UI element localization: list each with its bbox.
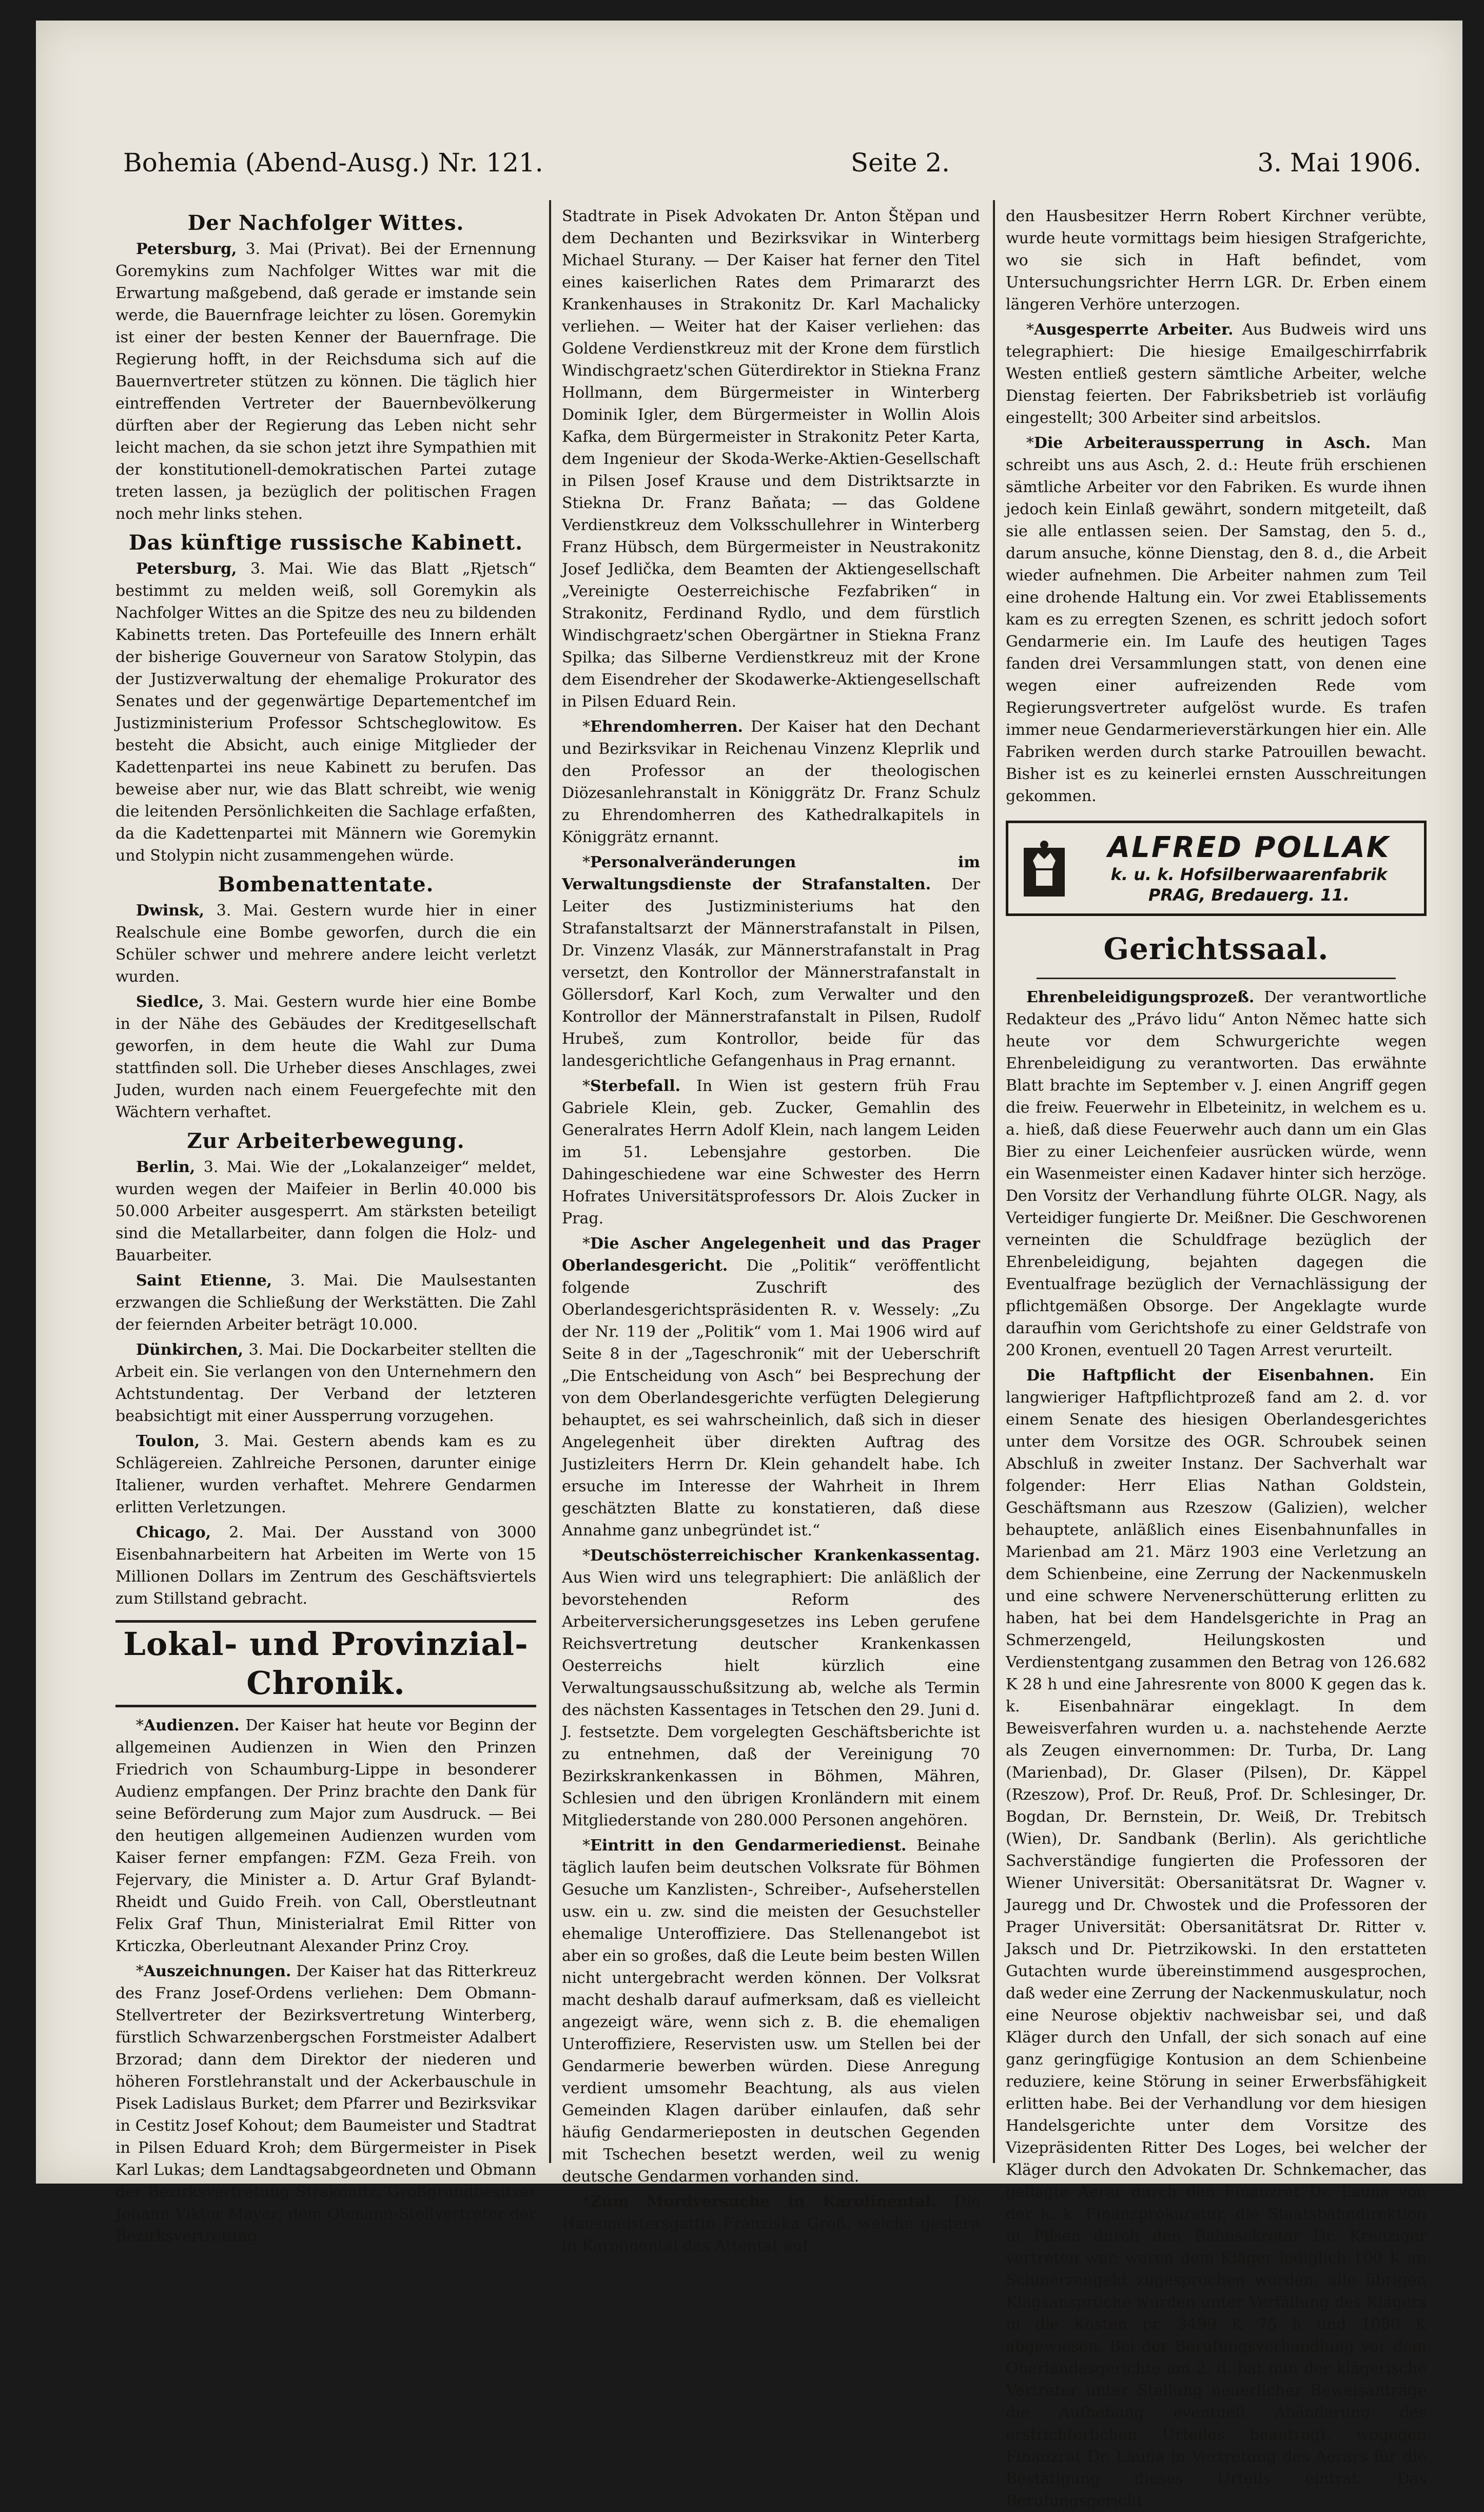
article-paragraph [115, 238, 536, 525]
paragraph-text: 3. Mai. Gestern abends kam es zu Schlägereien. Zahlreiche Personen, darunter einige Italiener, wurden verhaftet. Mehrere Gendarmen erlitten Verletzungen. [115, 1432, 536, 1516]
item-title: Ausgesperrte Arbeiter. [1034, 321, 1234, 339]
paragraph-text: Der Kaiser hat den Dechant und Bezirksvikar in Reichenau Vinzenz Kleprlik und den Professor an der theologischen Diözesanlehranstalt in Königgrätz Dr. Franz Schulz zu Ehrendomherren des Kathedralkapitels in Königgrätz ernannt. [562, 718, 980, 846]
page-number: Seite 2. [850, 148, 950, 178]
newspaper-page [36, 21, 1462, 2510]
paragraph-text: Die „Politik“ veröffentlicht folgende Zuschrift des Oberlandesgerichtspräsidenten R. v. Wessely: „Zu der Nr. 119 der „Politik“ vom 1. Mai 1906 wird auf Seite 8 in der „Tageschronik“ mit der Ueberschrift „Die Entscheidung von Asch“ bei Besprechung der von dem Oberlandesgerichte verfügten Delegierung behauptet, es sei wahrscheinlich, daß sich in dieser Angelegenheit über direkten Auftrag des Justizleiters Herrn Dr. Klein gehandelt habe. Ich ersuche im Interesse der Wahrheit in Ihrem geschätzten Blatte zu konstatieren, daß diese Annahme ganz unbegründet ist.“ [562, 1257, 980, 1540]
item-title: Die Arbeiteraussperrung in Asch. [1034, 434, 1371, 452]
paragraph-text: 3. Mai. Wie der „Lokalanzeiger“ meldet, wurden wegen der Maifeier in Berlin 40.000 bis 50.000 Arbeiter ausgesperrt. Am stärksten beteiligt sind die Metallarbeiter, dann folgen die Holz- und Bauarbeiter. [115, 1158, 536, 1264]
paragraph-text: 3. Mai (Privat). Bei der Ernennung Goremykins zum Nachfolger Wittes war mit die Erwartung maßgebend, daß gerade er imstande sein werde, die Bauernfrage leichter zu lösen. Goremykin ist einer der besten Kenner der Bauernfrage. Die Regierung hofft, in der Reichsduma sich auf die Bauernvertreter stützen zu können. Die täglich hier eintreffenden Vertreter der Bauernbevölkerung dürften aber der Regierung das Leben nicht sehr leicht machen, da sie schon jetzt ihre Sympathien mit der konstitutionell-demokratischen Partei zutage treten lassen, ja bezüglich der politischen Fragen noch mehr links stehen. [115, 240, 536, 523]
item-title: Die Haftpflicht der Eisenbahnen. [1026, 1367, 1375, 1385]
ad-company-name: ALFRED POLLAK [1107, 831, 1391, 864]
paragraph-text: Beinahe täglich laufen beim deutschen Volksrate für Böhmen Gesuche um Kanzlisten-, Schreiber-, Aufseherstellen usw. ein u. zw. sind die meisten der Gesuchsteller ehemalige Unteroffiziere. Das Stellenangebot ist aber ein so großes, daß die Leute beim besten Willen nicht untergebracht werden können. Der Volksrat macht deshalb darauf aufmerksam, daß es vielleicht angezeigt wäre, wenn sich z. B. die ehemaligen Unteroffiziere, Reservisten usw. um Stellen bei der Gendarmerie bewerben würden. Diese Anregung verdient umsomehr Beachtung, als aus vielen Gemeinden Klagen darüber einlaufen, daß sehr häufig Gendarmerieposten in deutschen Gegenden mit Tschechen besetzt werden, weil zu wenig deutsche Gendarmen vorhanden sind. [562, 1837, 980, 2186]
paragraph-text: 3. Mai. Gestern wurde hier in einer Realschule eine Bombe geworfen, durch die ein Schüler schwer und mehrere andere leicht verletzt wurden. [115, 902, 536, 986]
column-rule-1 [549, 200, 551, 2163]
paragraph-text: In Wien ist gestern früh Frau Gabriele Klein, geb. Zucker, Gemahlin des Generalrates Herrn Adolf Klein, nach langem Leiden im 51. Lebensjahre gestorben. Die Dahingeschiedene war eine Schwester des Herrn Hofrates Universitätsprofessors Dr. Alois Zucker in Prag. [562, 1077, 980, 1228]
paragraph-text: Der Kaiser hat heute vor Beginn der allgemeinen Audienzen in Wien den Prinzen Friedrich von Schaumburg-Lippe in besonderer Audienz empfangen. Der Prinz brachte den Dank für seine Beförderung zum Major zum Ausdruck. — Bei den heutigen allgemeinen Audienzen wurden vom Kaiser ferner empfangen: FZM. Geza Freih. von Fejervary, die Minister a. D. Artur Graf Bylandt-Rheidt und Guido Freih. von Call, Oberstleutnant Felix Graf Thun, Ministerialrat Emil Ritter von Krticzka, Oberleutnant Alexander Prinz Croy. [115, 1717, 536, 1955]
article-paragraph: *Ausgesperrte Arbeiter. Aus Budweis wird uns telegraphiert: Die hiesige Emailgeschirrfabrik Westen entließ gestern sämtliche Arbeiter, welche Dienstag feierten. Der Fabriksbetrieb ist vorläufig eingestellt; 300 Arbeiter sind arbeitslos. [1006, 321, 1427, 427]
dateline: Berlin, [136, 1158, 196, 1176]
paragraph-text: Der verantwortliche Redakteur des „Právo lidu“ Anton Němec hatte sich heute vor dem Schwurgerichte wegen Ehrenbeleidigung zu verantworten. Das erwähnte Blatt brachte im September v. J. einen Angriff gegen die freiw. Feuerwehr in Elbeteinitz, in welchem es u. a. hieß, daß diese Feuerwehr auch dann um ein Glas Bier zu einer Leichenfeier ausrücken würde, wenn ein Wasenmeister einen Kadaver hinter sich herzöge. Den Vorsitz der Verhandlung führte OLGR. Nagy, als Verteidiger fungierte Dr. Meißner. Die Geschworenen verneinten die Schuldfrage bezüglich der Ehrenbeleidigung, bejahten dagegen die Eventualfrage bezüglich der Vernachlässigung der pflichtgemäßen Obsorge. Der Angeklagte wurde daraufhin vom Gerichtshofe zu einer Geldstrafe von 200 Kronen, eventuell 20 Tagen Arrest verurteilt. [1006, 988, 1427, 1359]
dateline: Dünkirchen, [136, 1341, 244, 1359]
dateline: Chicago, [136, 1524, 211, 1542]
headline-russisches-kabinett: Das künftige russische Kabinett. [128, 531, 523, 555]
item-title: Zum Mordversuche in Karolinental. [590, 2193, 936, 2211]
item-title: Eintritt in den Gendarmeriedienst. [590, 1837, 907, 1855]
paragraph-text: 3. Mai. Die Maulsestanten erzwangen die Schließung der Werkstätten. Die Zahl der feiernden Arbeiter beträgt 10.000. [115, 1272, 536, 1334]
article-paragraph [115, 991, 536, 1123]
masthead-issue: Bohemia (Abend-Ausg.) Nr. 121. [123, 148, 543, 178]
article-paragraph: *Zum Mordversuche in Karolinental. Die Hausmeistersgattin Franziska Groß, welche gestern in Karolinental das Attentat auf [562, 2193, 980, 2255]
paragraph-text: 3. Mai. Wie das Blatt „Rjetsch“ bestimmt zu melden weiß, soll Goremykin als Nachfolger Wittes an die Spitze des neu zu bildenden Kabinetts treten. Das Portefeuille des Innern erhält der bisherige Gouverneur von Saratow Stolypin, das der Justizverwaltung der ehemalige Prokurator des Senates und der gegenwärtige Departementchef im Justizministerium Professor Schtscheglowitow. Es besteht die Absicht, auch einige Mitglieder der Kadettenpartei ins neue Kabinett zu berufen. Das beweise aber nur, wie das Blatt schreibt, wie wenig die leitenden Persönlichkeiten die Sachlage erfaßten, da die Kadettenpartei mit Männern wie Goremykin und Stolypin nicht zusammengehen würde. [115, 560, 536, 865]
item-title: Die Ascher Angelegenheit und das Prager Oberlandesgericht. [562, 1235, 980, 1275]
advertisement-text [1084, 831, 1414, 905]
item-title: Auszeichnungen. [144, 1962, 291, 1980]
paragraph-text: Stadtrate in Pisek Advokaten Dr. Anton Štěpan und dem Dechanten und Bezirksvikar in Winterberg Michael Sturany. — Der Kaiser hat ferner den Titel eines kaiserlichen Rates dem Primararzt des Krankenhauses in Strakonitz Dr. Karl Machalicky verliehen. — Weiter hat der Kaiser verliehen: das Goldene Verdienstkreuz mit der Krone dem fürstlich Windischgraetz'schen Güterdirektor in Stiekna Franz Hollmann, dem Bürgermeister in Winterberg Dominik Igler, dem Bürgermeister in Wollin Alois Kafka, dem Bürgermeister in Strakonitz Peter Karta, dem Ingenieur der Skoda-Werke-Aktien-Gesellschaft in Pilsen Josef Krause und dem Distriktsarzte in Stiekna Dr. Franz Baňata; — das Goldene Verdienstkreuz dem Volksschullehrer in Winterberg Franz Hübsch, dem Bürgermeister in Neustrakonitz Josef Jedlička, dem Beamten der Aktiengesellschaft „Vereinigte Oesterreichische Fezfabriken“ in Strakonitz, Ferdinand Rydlo, und dem fürstlich Windischgraetz'schen Obergärtner in Stiekna Franz Spilka; das Silberne Verdienstkreuz mit der Krone dem Eisendreher der Skodawerke-Aktiengesellschaft in Pilsen Eduard Rein. [562, 207, 980, 711]
article-paragraph [1006, 205, 1427, 316]
section-heading-lokal-chronik: Lokal- und Provinzial-Chronik. [115, 1620, 536, 1707]
headline-nachfolger-wittes: Der Nachfolger Wittes. [187, 211, 464, 235]
article-paragraph [562, 205, 980, 713]
column-2 [562, 205, 980, 2255]
headline-bombenattentate: Bombenattentate. [218, 872, 434, 897]
article-paragraph [115, 1156, 536, 1267]
paragraph-text: Der Leiter des Justizministeriums hat den Strafanstaltsarzt der Männerstrafanstalt in Pilsen, Dr. Vinzenz Vlasák, zur Männerstrafanstalt in Prag versetzt, den Kontrollor der Männerstrafanstalt in Göllersdorf, Karl Koch, zum Verwalter und den Kontrollor der Männerstrafanstalt in Pilsen, Rudolf Hrubeš, zum Kontrollor, beide für das landesgerichtliche Gefangenhaus in Prag ernannt. [562, 875, 980, 1070]
paragraph-text: Aus Wien wird uns telegraphiert: Die anläßlich der bevorstehenden Reform des Arbeiterversicherungsgesetzes ins Leben gerufene Reichsvertretung deutscher Krankenkassen Oesterreichs hielt kürzlich eine Verwaltungsausschußsitzung ab, welche als Termin des nächsten Kassentages in Tetschen den 29. Juni d. J. festsetzte. Dem vorgelegten Geschäftsberichte ist zu entnehmen, daß der Vereinigung 70 Bezirkskrankenkassen in Böhmen, Mähren, Schlesien und den übrigen Kronländern mit einem Mitgliederstande von 280.000 Personen angehören. [562, 1569, 980, 1829]
article-paragraph: *Personalveränderungen im Verwaltungsdienste der Strafanstalten. Der Leiter des Justizministeriums hat den Strafanstaltsarzt der Männerstrafanstalt in Pilsen, Dr. Vinzenz Vlasák, zur Männerstrafanstalt in Prag versetzt, den Kontrollor der Männerstrafanstalt in Göllersdorf, Karl Koch, zum Verwalter und den Kontrollor der Männerstrafanstalt in Pilsen, Rudolf Hrubeš, zum Kontrollor, beide für das landesgerichtliche Gefangenhaus in Prag ernannt. [562, 853, 980, 1070]
article-paragraph [1006, 1365, 1427, 2512]
ad-company-descriptor: k. u. k. Hofsilberwaarenfabrik [1110, 865, 1388, 884]
column-3 [1006, 205, 1427, 2510]
article-paragraph [115, 1430, 536, 1518]
paragraph-text: 3. Mai. Gestern wurde hier eine Bombe in der Nähe des Gebäudes der Kreditgesellschaft geworfen, in dem heute die Wahl zur Duma stattfinden soll. Die Urheber dieses Anschlages, zwei Juden, wurden nach einem Feuergefechte mit den Wächtern verhaftet. [115, 993, 537, 1121]
article-paragraph: *Deutschösterreichischer Krankenkassentag. Aus Wien wird uns telegraphiert: Die anläßlich der bevorstehenden Reform des Arbeiterversicherungsgesetzes ins Leben gerufene Reichsvertretung deutscher Krankenkassen Oesterreichs hielt kürzlich eine Verwaltungsausschußsitzung ab, welche als Termin des nächsten Kassentages in Tetschen den 29. Juni d. J. festsetzte. Dem vorgelegten Geschäftsberichte ist zu entnehmen, daß der Vereinigung 70 Bezirkskrankenkassen in Böhmen, Mähren, Schlesien und den übrigen Kronländern mit einem Mitgliederstande von 280.000 Personen angehören. [562, 1547, 980, 1829]
dateline: Saint Etienne, [136, 1272, 272, 1290]
headline-arbeiterbewegung: Zur Arbeiterbewegung. [187, 1129, 465, 1153]
article-paragraph: *Auszeichnungen. Der Kaiser hat das Ritterkreuz des Franz Josef-Ordens verliehen: Dem Obmann-Stellvertreter der Bezirksvertretung Winterberg, fürstlich Schwarzenbergschen Forstmeister Adalbert Brzorad; dann dem Direktor der niederen und höheren Forstlehranstalt und der Ackerbauschule in Pisek Ladislaus Burket; dem Pfarrer und Bezirksvikar in Cestitz Josef Kohout; dem Baumeister und Stadtrat in Pilsen Eduard Kroh; dem Bürgermeister in Pisek Karl Lukas; dem Landtagsabgeordneten und Obmann der Bezirksvertretung Strakonitz, Großgrundbesitzer Johann Viktor Mayer; dem Obmann-Stellvertreter der Bezirksvertretung [115, 1962, 536, 2245]
dateline: Toulon, [136, 1432, 200, 1450]
article-paragraph [115, 1270, 536, 1336]
item-title: Sterbefall. [590, 1077, 681, 1095]
article-paragraph [115, 558, 536, 867]
item-title: Ehrendomherren. [590, 718, 743, 736]
article-paragraph: *Sterbefall. In Wien ist gestern früh Frau Gabriele Klein, geb. Zucker, Gemahlin des Generalrates Herrn Adolf Klein, nach langem Leiden im 51. Lebensjahre gestorben. Die Dahingeschiedene war eine Schwester des Herrn Hofrates Universitätsprofessors Dr. Alois Zucker in Prag. [562, 1077, 980, 1228]
article-paragraph [115, 1522, 536, 1610]
column-rule-2 [993, 200, 995, 2163]
article-paragraph: *Die Arbeiteraussperrung in Asch. Man schreibt uns aus Asch, 2. d.: Heute früh erschienen sämtliche Arbeiter vor den Fabriken. Es wurde ihnen jedoch kein Einlaß gewährt, sondern mitgeteilt, daß sie alle entlassen seien. Der Samstag, den 5. d., darum ansuche, könne Dienstag, den 8. d., die Arbeit wieder aufnehmen. Die Arbeiter nahmen zum Teil eine drohende Haltung ein. Vor zwei Etablissements kam es zu erregten Szenen, es schritt jedoch sofort Gendarmerie ein. Im Laufe des heutigen Tages fanden drei Versammlungen statt, von denen eine wegen einer aufreizenden Rede vom Regierungsvertreter aufgelöst wurde. Es trafen immer neue Gendarmerieverstärkungen hier ein. Alle Fabriken werden durch starke Patrouillen bewacht. Bisher ist es zu keinerlei ernsten Ausschreitungen gekommen. [1006, 434, 1427, 805]
dateline: Dwinsk, [136, 902, 205, 920]
paragraph-text: Der Kaiser hat das Ritterkreuz des Franz Josef-Ordens verliehen: Dem Obmann-Stellvertreter der Bezirksvertretung Winterberg, fürstlich Schwarzenbergschen Forstmeister Adalbert Brzorad; dann dem Direktor der niederen und höheren Forstlehranstalt und der Ackerbauschule in Pisek Ladislaus Burket; dem Pfarrer und Bezirksvikar in Cestitz Josef Kohout; dem Baumeister und Stadtrat in Pilsen Eduard Kroh; dem Bürgermeister in Pisek Karl Lukas; dem Landtagsabgeordneten und Obmann der Bezirksvertretung Strakonitz, Großgrundbesitzer Johann Viktor Mayer; dem Obmann-Stellvertreter der Bezirksvertretung [115, 1962, 536, 2245]
dateline: Siedlce, [136, 993, 204, 1011]
running-head [123, 140, 1421, 186]
item-title: Ehrenbeleidigungsprozeß. [1026, 988, 1255, 1006]
article-paragraph [115, 900, 536, 988]
item-title: Personalveränderungen im Verwaltungsdienste der Strafanstalten. [562, 853, 980, 893]
article-paragraph [1006, 986, 1427, 1361]
section-heading-gerichtssaal: Gerichtssaal. [1103, 931, 1329, 966]
paragraph-text: Man schreibt uns aus Asch, 2. d.: Heute früh erschienen sämtliche Arbeiter vor den Fabriken. Es wurde ihnen jedoch kein Einlaß gewährt, sondern mitgeteilt, daß sie alle entlassen seien. Der Samstag, den 5. d., darum ansuche, könne Dienstag, den 8. d., die Arbeit wieder aufnehmen. Die Arbeiter nahmen zum Teil eine drohende Haltung ein. Vor zwei Etablissements kam es zu erregten Szenen, es schritt jedoch sofort Gendarmerie ein. Im Laufe des heutigen Tages fanden drei Versammlungen statt, von denen eine wegen einer aufreizenden Rede vom Regierungsvertreter aufgelöst wurde. Es trafen immer neue Gendarmerieverstärkungen hier ein. Alle Fabriken werden durch starke Patrouillen bewacht. Bisher ist es zu keinerlei ernsten Ausschreitungen gekommen. [1006, 434, 1427, 805]
issue-date: 3. Mai 1906. [1257, 148, 1421, 178]
article-paragraph: *Die Ascher Angelegenheit und das Prager Oberlandesgericht. Die „Politik“ veröffentlicht folgende Zuschrift des Oberlandesgerichtspräsidenten R. v. Wessely: „Zu der Nr. 119 der „Politik“ vom 1. Mai 1906 wird auf Seite 8 in der „Tageschronik“ mit der Ueberschrift „Die Entscheidung von Asch“ bei Besprechung der von dem Oberlandesgerichte verfügten Delegierung behauptet, es sei wahrscheinlich, daß sich in dieser Angelegenheit über direkten Auftrag des Justizleiters Herrn Dr. Klein gehandelt habe. Ich ersuche im Interesse der Wahrheit in Ihrem geschätzten Blatte zu konstatieren, daß diese Annahme ganz unbegründet ist.“ [562, 1235, 980, 1540]
paragraph-text: 3. Mai. Die Dockarbeiter stellten die Arbeit ein. Sie verlangen von den Unternehmern den Achtstundentag. Der Verband der letzteren beabsichtigt mit einer Aussperrung vorzugehen. [115, 1341, 536, 1425]
article-paragraph: *Eintritt in den Gendarmeriedienst. Beinahe täglich laufen beim deutschen Volksrate für Böhmen Gesuche um Kanzlisten-, Schreiber-, Aufseherstellen usw. ein u. zw. sind die meisten der Gesuchsteller ehemalige Unteroffiziere. Das Stellenangebot ist aber ein so großes, daß die Leute beim besten Willen nicht untergebracht werden können. Der Volksrat macht deshalb darauf aufmerksam, daß es vielleicht angezeigt wäre, wenn sich z. B. die ehemaligen Unteroffiziere, Reservisten usw. um Stellen bei der Gendarmerie bewerben würden. Diese Anregung verdient umsomehr Beachtung, als aus vielen Gemeinden Klagen darüber einlaufen, daß sehr häufig Gendarmerieposten in deutschen Gegenden mit Tschechen besetzt werden, weil zu wenig deutsche Gendarmen vorhanden sind. [562, 1837, 980, 2186]
column-1 [115, 205, 537, 2245]
article-paragraph [115, 1339, 536, 1427]
section-divider [1037, 978, 1396, 979]
article-paragraph: *Ehrendomherren. Der Kaiser hat den Dechant und Bezirksvikar in Reichenau Vinzenz Kleprlik und den Professor an der theologischen Diözesanlehranstalt in Königgrätz Dr. Franz Schulz zu Ehrendomherren des Kathedralkapitels in Königgrätz ernannt. [562, 718, 980, 846]
paragraph-text: Ein langwieriger Haftpflichtprozeß fand am 2. d. vor einem Senate des hiesigen Oberlandesgerichtes unter dem Vorsitze des OGR. Schroubek seinen Abschluß in zweiter Instanz. Der Sachverhalt war folgender: Herr Elias Nathan Goldstein, Geschäftsmann aus Rzeszow (Galizien), welcher behauptete, anläßlich eines Eisenbahnunfalles in Marienbad am 21. März 1903 eine Verletzung an dem Schienbeine, eine Zerrung der Nackenmuskeln und eine schwere Nervenerschütterung erlitten zu haben, hat bei dem Handelsgerichte in Prag an Schmerzengeld, Heilungskosten und Verdienstentgang zusammen den Betrag von 126.682 K 28 h und eine Jahresrente von 8000 K gegen das k. k. Eisenbahnärar eingeklagt. In dem Beweisverfahren wurden u. a. nachstehende Aerzte als Zeugen einvernommen: Dr. Turba, Dr. Lang (Marienbad), Dr. Glaser (Pilsen), Dr. Käppel (Rzeszow), Prof. Dr. Reuß, Prof. Dr. Schlesinger, Dr. Bogdan, Dr. Bernstein, Dr. Weiß, Dr. Trebitsch (Wien), Dr. Sandbank (Berlin). Als gerichtliche Sachverständige fungierten die Professoren der Wiener Universität: Obersanitätsrat Dr. Wagner v. Jauregg und Dr. Chwostek und die Professoren der Prager Universität: Obersanitätsrat Dr. Ritter v. Jaksch und Dr. Pietrzikowski. In den erstatteten Gutachten wurde übereinstimmend ausgesprochen, daß weder eine Zerrung der Nackenmuskulatur, noch eine Neurose objektiv nachweisbar sei, und daß Kläger durch den Unfall, der sich sonach auf eine ganz geringfügige Kontusion an dem Schienbeine reduziere, keine Störung in seiner Erwerbsfähigkeit erlitten habe. Bei der Verhandlung vor dem hiesigen Handelsgerichte unter dem Vorsitze des Vizepräsidenten Ritter Des Loges, bei welcher der Kläger durch den Advokaten Dr. Schnkemacher, das gellagte Aerar durch den Finanzrat Dr. Launa von der k. k. Finanzprokuratur, die Staatsbahndirektion in Pilsen durch den Bahnsekretär Dr. Krenziger vertreten war, waren dem Kläger lediglich 100 K an Schmerzengeld zugesprochen worden, alle übrigen Klagsansprüche wurden unter Verfällung des Klägers in die Kosten pr. 3499 K 75 h und 1080 K abgewiesen. Bei der Berufungsverhandlung vor dem Oberlandesgerichte am 2. d. hat nun der klägerische Vertreter unter Stellung neuerlicher Beweisanträge die Aufhebung eventuell Abänderung des erstrichterlichen Urteiles beantragt, wogegen Finanzrat Dr. Launa in Vertretung des Aerars für die Bestätigung dieses Urteils eintrat. Das Berufungsgericht [1006, 1367, 1427, 2510]
paragraph-text: Die Hausmeistersgattin Franziska Groß, welche gestern in Karolinental das Attentat auf [562, 2193, 980, 2255]
ad-company-address: PRAG, Bredauerg. 11. [1148, 885, 1350, 905]
paragraph-text: den Hausbesitzer Herrn Robert Kirchner verübte, wurde heute vormittags beim hiesigen Strafgerichte, wo sie sich in Haft befindet, vom Untersuchungsrichter Herrn LGR. Dr. Erben einem längeren Verhöre unterzogen. [1006, 207, 1427, 314]
paragraph-text: 2. Mai. Der Ausstand von 3000 Eisenbahnarbeitern hat Arbeiten im Werte von 15 Millionen Dollars im Zentrum des Geschäftsviertels zum Stillstand gebracht. [115, 1524, 536, 1608]
advertisement-pollak [1006, 821, 1427, 916]
crown-crest-icon [1019, 838, 1070, 899]
item-title: Audienzen. [144, 1717, 240, 1735]
paragraph-text: Aus Budweis wird uns telegraphiert: Die hiesige Emailgeschirrfabrik Westen entließ gestern sämtliche Arbeiter, welche Dienstag feierten. Der Fabriksbetrieb ist vorläufig eingestellt; 300 Arbeiter sind arbeitslos. [1006, 321, 1427, 427]
dateline: Petersburg, [136, 560, 237, 578]
dateline: Petersburg, [136, 240, 237, 258]
article-paragraph: *Audienzen. Der Kaiser hat heute vor Beginn der allgemeinen Audienzen in Wien den Prinzen Friedrich von Schaumburg-Lippe in besonderer Audienz empfangen. Der Prinz brachte den Dank für seine Beförderung zum Major zum Ausdruck. — Bei den heutigen allgemeinen Audienzen wurden vom Kaiser ferner empfangen: FZM. Geza Freih. von Fejervary, die Minister a. D. Artur Graf Bylandt-Rheidt und Guido Freih. von Call, Oberstleutnant Felix Graf Thun, Ministerialrat Emil Ritter von Krticzka, Oberleutnant Alexander Prinz Croy. [115, 1717, 536, 1955]
item-title: Deutschösterreichischer Krankenkassentag. [590, 1547, 980, 1565]
